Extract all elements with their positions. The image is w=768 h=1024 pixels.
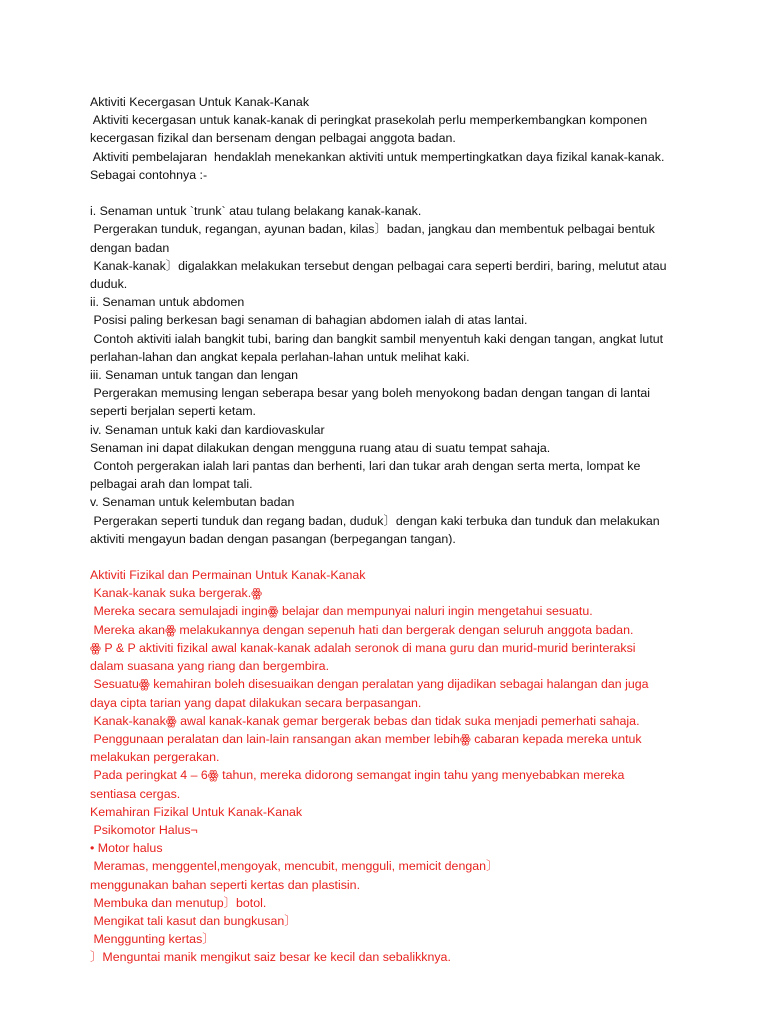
- text-line: Membuka dan menutup〕botol.: [90, 895, 267, 910]
- text-line: Senaman ini dapat dilakukan dengan mengguna ruang atau di suatu tempat sahaja.: [90, 440, 551, 455]
- text-line: aktiviti mengayun badan dengan pasangan (berpegangan tangan).: [90, 531, 456, 546]
- text-line: ꙮ P & P aktiviti fizikal awal kanak-kanak adalah seronok di mana guru dan murid-murid berinteraksi: [90, 640, 636, 655]
- text-line: Mereka secara semulajadi inginꙮ belajar dan mempunyai naluri ingin mengetahui sesuatu.: [90, 604, 593, 619]
- text-line: Contoh aktiviti ialah bangkit tubi, baring dan bangkit sambil menyentuh kaki dengan tangan, angkat lutut: [90, 331, 664, 346]
- text-line: seperti berjalan seperti ketam.: [90, 404, 256, 419]
- text-line: Kanak-kanak〕digalakkan melakukan tersebut dengan pelbagai cara seperti berdiri, baring, melutut atau: [90, 258, 667, 273]
- text-line: perlahan-lahan dan angkat kepala perlahan-lahan untuk melihat kaki.: [90, 349, 470, 364]
- text-line: Posisi paling berkesan bagi senaman di bahagian abdomen ialah di atas lantai.: [90, 313, 528, 328]
- text-line: 〕Menguntai manik mengikut saiz besar ke kecil dan sebalikknya.: [90, 950, 451, 965]
- text-line: Contoh pergerakan ialah lari pantas dan berhenti, lari dan tukar arah dengan serta merta, lompat ke: [90, 459, 641, 474]
- text-line: v. Senaman untuk kelembutan badan: [90, 495, 295, 510]
- text-line: Kemahiran Fizikal Untuk Kanak-Kanak: [90, 804, 303, 819]
- text-line: daya cipta tarian yang dapat dilakukan secara berpasangan.: [90, 695, 422, 710]
- text-line: Aktiviti Fizikal dan Permainan Untuk Kanak-Kanak: [90, 568, 366, 583]
- text-line: [90, 184, 708, 202]
- text-line: menggunakan bahan seperti kertas dan plastisin.: [90, 877, 361, 892]
- section-kecergasan: [90, 93, 708, 548]
- text-line: Meramas, menggentel,mengoyak, mencubit, mengguli, memicit dengan〕: [90, 859, 499, 874]
- text-line: Mengikat tali kasut dan bungkusan〕: [90, 913, 297, 928]
- text-line: Pergerakan memusing lengan seberapa besar yang boleh menyokong badan dengan tangan di lantai: [90, 386, 651, 401]
- text-line: Pada peringkat 4 – 6ꙮ tahun, mereka didorong semangat ingin tahu yang menyebabkan mereka: [90, 768, 625, 783]
- text-line: melakukan pergerakan.: [90, 750, 220, 765]
- text-line: Pergerakan tunduk, regangan, ayunan badan, kilas〕badan, jangkau dan membentuk pelbagai bentuk: [90, 222, 655, 237]
- text-line: Kanak-kanakꙮ awal kanak-kanak gemar bergerak bebas dan tidak suka menjadi pemerhati sahaja.: [90, 713, 640, 728]
- text-line: Sesuatuꙮ kemahiran boleh disesuaikan dengan peralatan yang dijadikan sebagai halangan dan juga: [90, 677, 649, 692]
- text-line: kecergasan fizikal dan bersenam dengan pelbagai anggota badan.: [90, 131, 456, 146]
- text-line: dengan badan: [90, 240, 170, 255]
- text-line: ii. Senaman untuk abdomen: [90, 295, 245, 310]
- text-line: Menggunting kertas〕: [90, 932, 215, 947]
- text-line: Penggunaan peralatan dan lain-lain ransangan akan member lebihꙮ cabaran kepada mereka untuk: [90, 731, 642, 746]
- text-line: dalam suasana yang riang dan bergembira.: [90, 659, 330, 674]
- text-line: • Motor halus: [90, 841, 163, 856]
- text-line: Aktiviti Kecergasan Untuk Kanak-Kanak: [90, 95, 310, 109]
- text-line: Sebagai contohnya :-: [90, 167, 208, 182]
- text-line: duduk.: [90, 277, 128, 292]
- text-line: sentiasa cergas.: [90, 786, 181, 801]
- text-line: iv. Senaman untuk kaki dan kardiovaskular: [90, 422, 325, 437]
- text-line: Kanak-kanak suka bergerak.ꙮ: [90, 586, 263, 601]
- text-line: Psikomotor Halus¬: [90, 822, 198, 837]
- text-line: Aktiviti pembelajaran hendaklah menekankan aktiviti untuk mempertingkatkan daya fizikal kanak-kanak.: [90, 149, 665, 164]
- section-fizikal-permainan: [90, 566, 708, 966]
- text-line: Mereka akanꙮ melakukannya dengan sepenuh hati dan bergerak dengan seluruh anggota badan.: [90, 622, 634, 637]
- text-line: Aktiviti kecergasan untuk kanak-kanak di peringkat prasekolah perlu memperkembangkan komponen: [90, 113, 648, 128]
- text-line: iii. Senaman untuk tangan dan lengan: [90, 368, 299, 383]
- text-line: pelbagai arah dan lompat tali.: [90, 477, 253, 492]
- section-gap: [90, 548, 708, 566]
- text-line: Pergerakan seperti tunduk dan regang badan, duduk〕dengan kaki terbuka dan tunduk dan melakukan: [90, 513, 660, 528]
- text-line: i. Senaman untuk `trunk` atau tulang belakang kanak-kanak.: [90, 204, 422, 219]
